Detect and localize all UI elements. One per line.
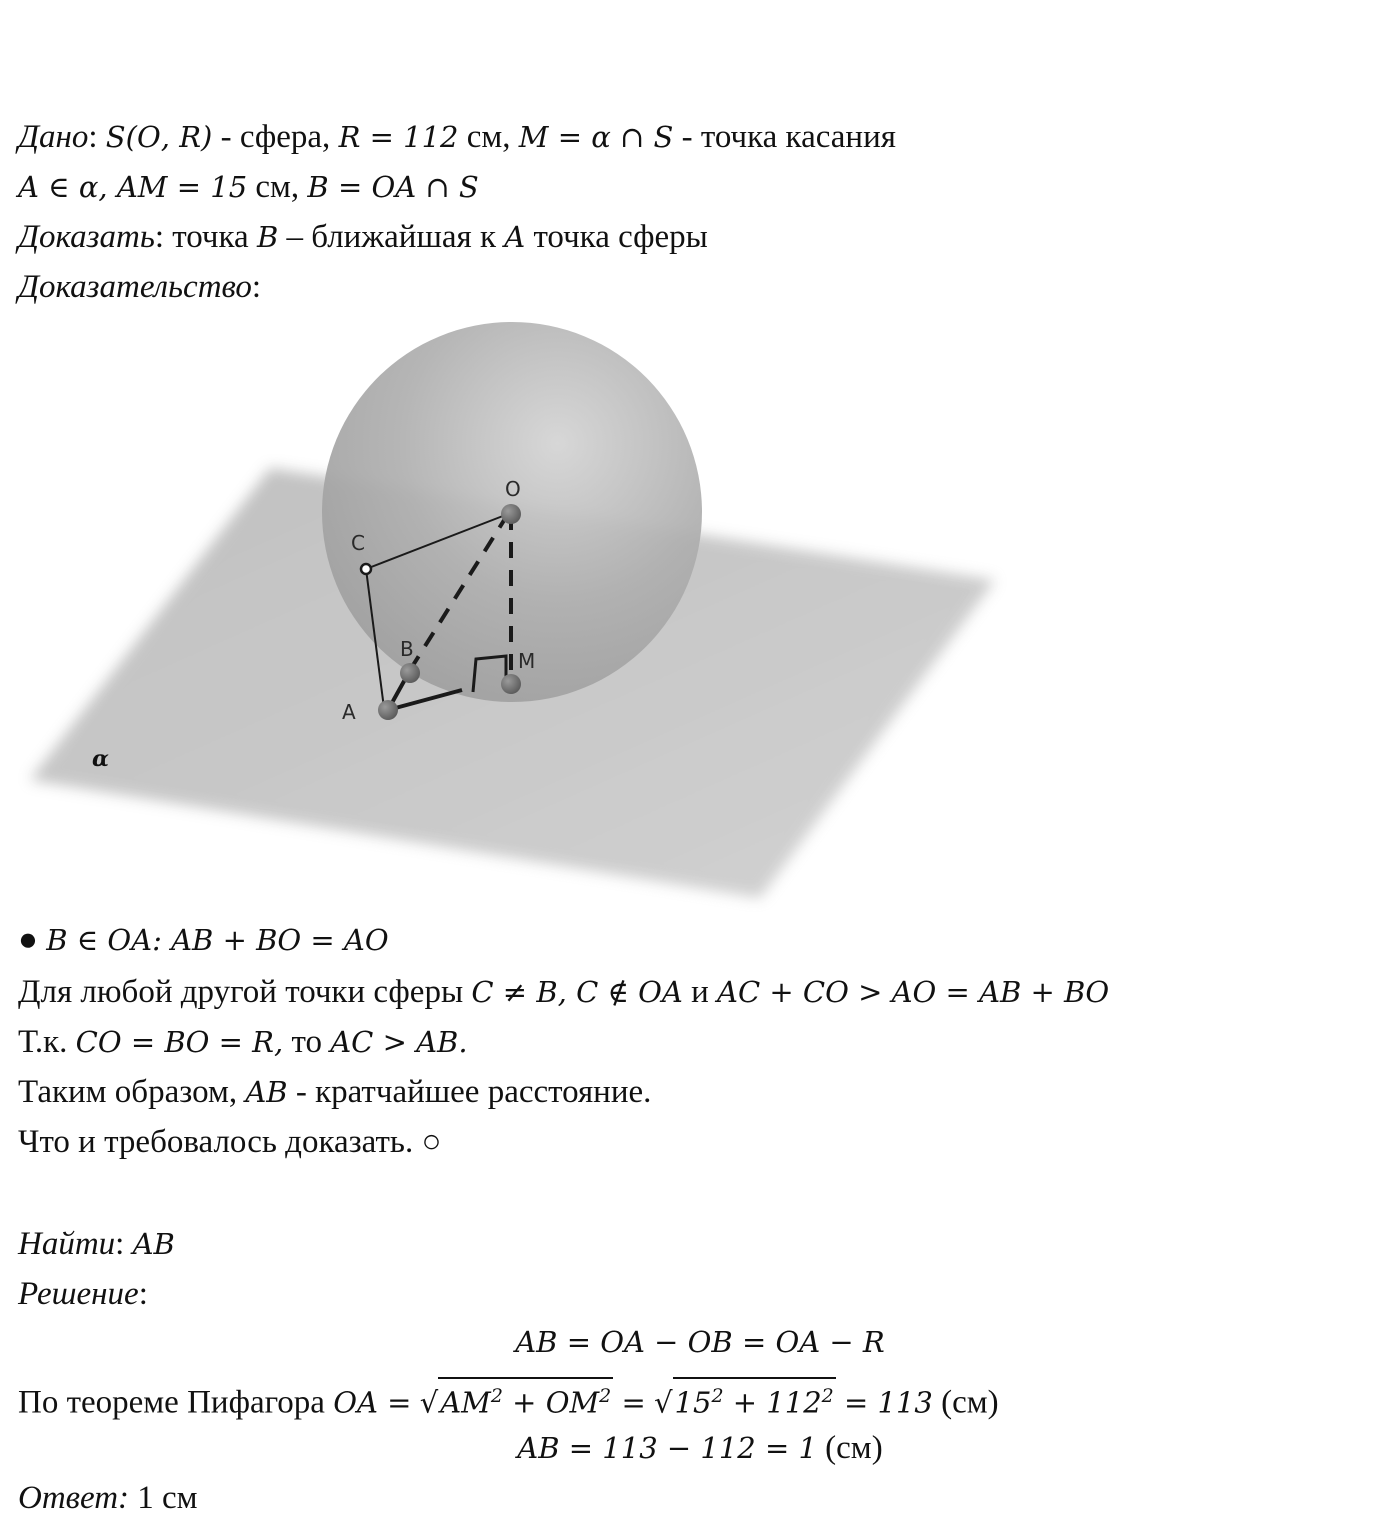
point-o — [501, 504, 521, 524]
answer-line — [18, 1478, 198, 1518]
proof-line5-text: Что и требовалось доказать. — [18, 1124, 414, 1160]
sqrt-sign-2: √ — [654, 1385, 673, 1420]
sqrt-radicand-1: 𝐴𝑀$^2$ + 𝑂𝑀$^2$ — [438, 1377, 613, 1420]
radius-expr: 𝑅 = 112 — [338, 120, 459, 154]
prove-text-middle: – ближайшая к — [286, 219, 496, 255]
proof-line4-after: - кратчайшее расстояние. — [295, 1074, 652, 1110]
pyth-text: По теореме Пифагора — [18, 1384, 325, 1421]
prove-point-b: 𝐵 — [256, 220, 279, 254]
proof-label: Доказательство — [18, 269, 252, 305]
find-expr: 𝐴𝐵 — [132, 1227, 175, 1261]
label-c: C — [351, 531, 365, 555]
prove-text-after: точка сферы — [533, 219, 708, 255]
label-alpha: α — [92, 746, 109, 772]
proof-line-3 — [18, 1022, 468, 1062]
proof-line3-mid: то — [291, 1024, 322, 1060]
proof-line4-expr: 𝐴𝐵 — [245, 1075, 288, 1109]
sqrt-radicand-2: $15^2 + 112^2$ — [673, 1377, 836, 1420]
radius-unit: см, — [466, 119, 511, 155]
label-o: O — [505, 477, 521, 501]
proof-line4-text: Таким образом, — [18, 1074, 238, 1110]
sphere-word: - сфера, — [220, 119, 331, 155]
given-line-2 — [18, 167, 479, 207]
sphere-expr: 𝑆(𝑂, 𝑅) — [105, 120, 213, 154]
pyth-eq: = — [621, 1385, 646, 1420]
proof-line2-text: Для любой другой точки сферы — [18, 974, 464, 1010]
tangent-word: - точка касания — [681, 119, 896, 155]
pyth-lhs: 𝑂𝐴 = — [333, 1385, 412, 1420]
proof-heading: Доказательство: — [18, 269, 262, 305]
label-a: A — [342, 700, 356, 724]
proof-bullet-expr: 𝐵 ∈ 𝑂𝐴: 𝐴𝐵 + 𝐵𝑂 = 𝐴𝑂 — [46, 923, 389, 957]
eq3-expr: 𝐴𝐵 = 113 − 112 = 1 — [517, 1431, 817, 1465]
proof-line3-prefix: Т.к. — [18, 1024, 68, 1060]
given-b-expr: 𝐵 = 𝑂𝐴 ∩ 𝑆 — [307, 170, 479, 204]
find-line: Найти: 𝐴𝐵 — [18, 1226, 175, 1262]
proof-line2-and: и — [691, 974, 709, 1010]
proof-line3-expr1: 𝐶𝑂 = 𝐵𝑂 = 𝑅, — [75, 1025, 284, 1059]
pyth-result: = 113 — [844, 1385, 933, 1420]
solution-eq-1 — [0, 1322, 1400, 1362]
prove-label: Доказать — [18, 219, 155, 255]
point-b — [400, 663, 420, 683]
qed-mark: ○ — [421, 1124, 442, 1160]
proof-line-1 — [18, 920, 389, 960]
solution-heading: Решение: — [18, 1276, 148, 1312]
label-b: B — [400, 637, 414, 661]
eq1-expr: 𝐴𝐵 = 𝑂𝐴 − 𝑂𝐵 = 𝑂𝐴 − 𝑅 — [515, 1325, 885, 1359]
answer-value: 1 см — [137, 1480, 198, 1516]
label-m: M — [518, 649, 536, 673]
given-label: Дано — [18, 119, 89, 155]
answer-label: Ответ: — [18, 1480, 130, 1516]
proof-line2-expr2: 𝐴𝐶 + 𝐶𝑂 > 𝐴𝑂 = 𝐴𝐵 + 𝐵𝑂 — [717, 975, 1110, 1009]
point-c — [361, 564, 371, 574]
prove-line: Доказать: точка 𝐵 – ближайшая к 𝐴 точка сферы — [18, 219, 708, 255]
find-label: Найти — [18, 1226, 116, 1262]
proof-line3-expr2: 𝐴𝐶 > 𝐴𝐵. — [330, 1025, 468, 1059]
proof-line-4 — [18, 1072, 651, 1112]
tangent-expr: 𝑀 = 𝛼 ∩ 𝑆 — [518, 120, 674, 154]
bullet: ● — [18, 922, 38, 958]
proof-line2-expr1: 𝐶 ≠ 𝐵, 𝐶 ∉ 𝑂𝐴 — [471, 975, 683, 1009]
given-am-unit: см, — [255, 169, 300, 205]
prove-point-a: 𝐴 — [504, 220, 526, 254]
sqrt-sign-1: √ — [419, 1385, 439, 1420]
point-a — [378, 700, 398, 720]
solution-pythagoras — [18, 1377, 999, 1423]
solution-eq-3 — [0, 1428, 1400, 1468]
prove-text-before: точка — [172, 219, 249, 255]
eq3-unit: (см) — [825, 1430, 883, 1466]
point-m — [501, 674, 521, 694]
given-line-1: Дано: 𝑆(𝑂, 𝑅) - сфера, 𝑅 = 112 см, 𝑀 = 𝛼 ∩ 𝑆 - точка касания — [18, 119, 896, 155]
proof-line-5 — [18, 1122, 441, 1162]
proof-line-2 — [18, 972, 1109, 1012]
sphere-plane-figure — [0, 318, 1020, 918]
given-a-expr: 𝐴 ∈ 𝛼, 𝐴𝑀 = 15 — [18, 170, 248, 204]
solution-label: Решение — [18, 1276, 139, 1312]
pyth-unit: (см) — [941, 1384, 999, 1421]
